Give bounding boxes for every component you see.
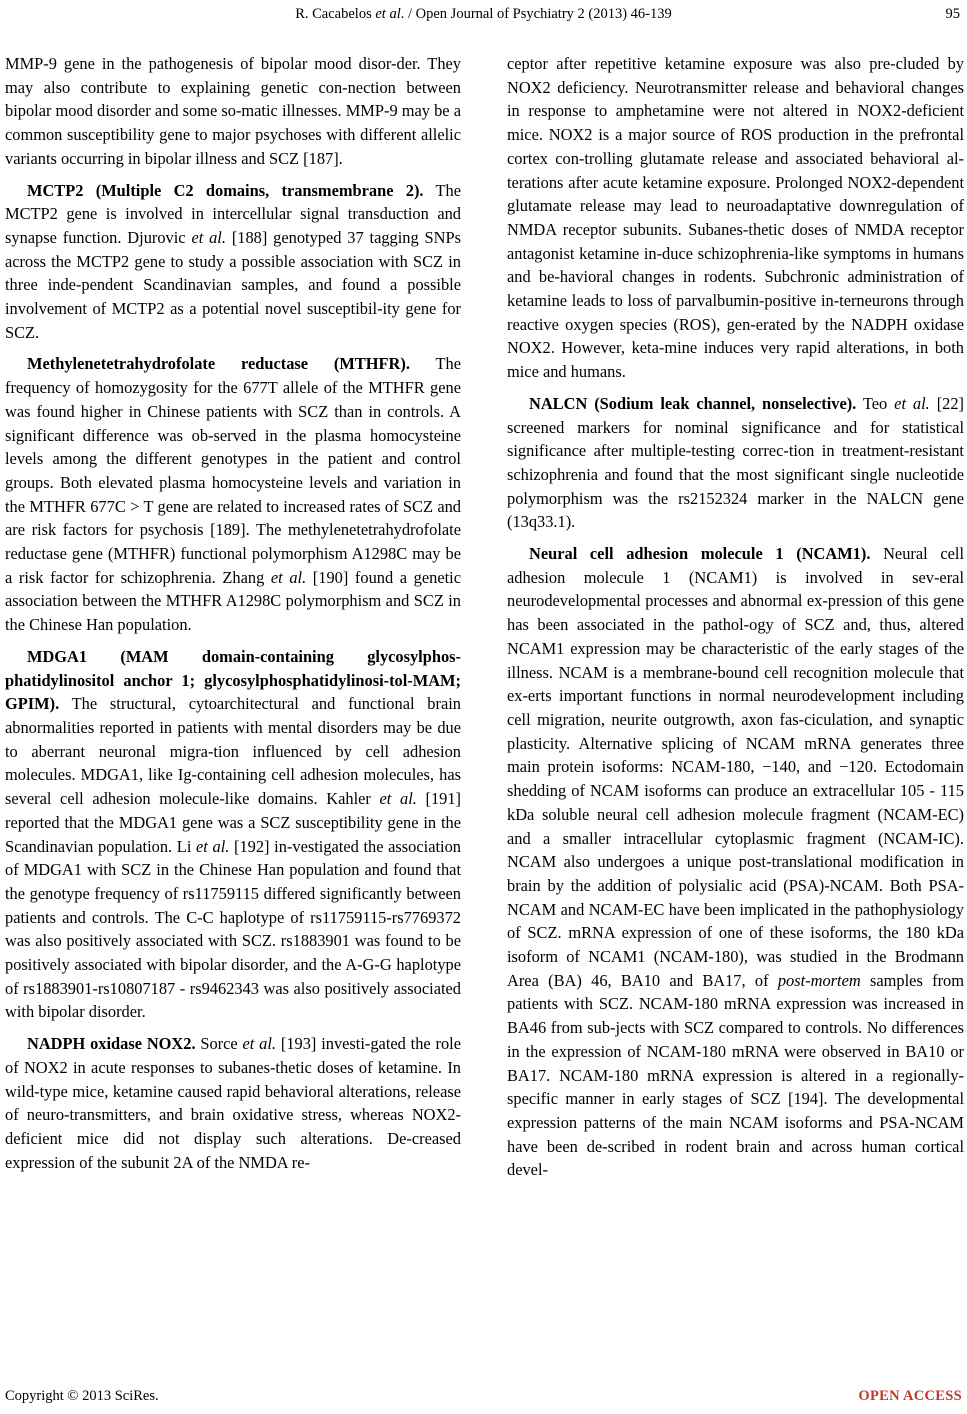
paragraph: ceptor after repetitive ketamine exposure was also pre-cluded by NOX2 deficiency. Neurotransmitter release and behavioral changes in response to amphetamine were not altered in NOX2-deficient mice. NOX2 is a major source of ROS production in the prefrontal cortex con-trolling glutamate release and associated behavioral al-terations after acute ketamine exposure. Prolonged NOX2-dependent glutamate release may lead to neuroadaptative downregulation of NMDA receptor subunits. Subanes-thetic doses of NMDA receptor antagonist ketamine in-duce schizophrenia-like symptoms in humans and be-havioral changes in rodents. Subchronic administration of ketamine leads to loss of parvalbumin-positive in-terneurons through reactive oxygen species (ROS), gen-erated by the NADPH oxidase NOX2. However, keta-mine induces very rapid alterations, in both mice and humans. [507, 54, 964, 382]
open-access-label: OPEN ACCESS [858, 1388, 962, 1404]
page-footer [0, 1384, 967, 1414]
running-head: R. Cacabelos et al. / Open Journal of Psychiatry 2 (2013) 46-139 [295, 6, 672, 22]
paragraph: MDGA1 (MAM domain-containing glycosylphos-phatidylinositol anchor 1; glycosylphosphatidylinosi-tol-MAM; GPIM). The structural, cytoarchitectural and functional brain abnormalities reported in patients with mental disorders may be due to aberrant neuronal migra-tion influenced by cell adhesion molecules. MDGA1, like Ig-containing cell adhesion molecules, has several cell adhesion molecule-like domains. Kahler et al. [191] reported that the MDGA1 gene was a SCZ susceptibility gene in the Scandinavian population. Li et al. [192] in-vestigated the association of MDGA1 with SCZ in the Chinese Han population and found that the genotype frequency of rs11759115 differed significantly between patients and controls. The C-C haplotype of rs11759115-rs7769372 was also positively associated with SCZ. rs1883901 was found to be positively associated with bipolar disorder, and the A-G-G haplotype of rs1883901-rs10807187 - rs9462343 was also positively associated with bipolar disorder. [5, 646, 462, 1022]
page-number: 95 [945, 6, 960, 22]
right-column [507, 52, 964, 1190]
paragraph: NALCN (Sodium leak channel, nonselective). Teo et al. [22] screened markers for nominal significance and for statistical significance after multiple-testing correc-tion in treatment-resistant schizophrenia and found that the most significant single nucleotide polymorphism was the rs2152324 marker in the NALCN gene (13q33.1). [507, 393, 965, 532]
paragraph: MMP-9 gene in the pathogenesis of bipolar mood disor-der. They may also contribute to explaining genetic con-nection between bipolar mood disorder and some so-matic illnesses. MMP-9 may be a common susceptibility gene to major psychoses with different allelic variants occurring in bipolar illness and SCZ [187]. [5, 54, 461, 168]
copyright-notice: Copyright © 2013 SciRes. [5, 1388, 159, 1404]
page-header [0, 4, 967, 28]
left-column [5, 52, 461, 1182]
paragraph: Methylenetetrahydrofolate reductase (MTHFR). The frequency of homozygosity for the 677T allele of the MTHFR gene was found higher in Chinese patients with SCZ than in controls. A significant difference was ob-served in the plasma homocysteine levels among the different genotypes in the patient and control groups. Both elevated plasma homocysteine levels and variation in the MTHFR 677C > T gene are related to increased rates of SCZ and are risk factors for psychosis [189]. The methylenetetrahydrofolate reductase gene (MTHFR) functional polymorphism A1298C may be a risk factor for schizophrenia. Zhang et al. [190] found a genetic association between the MTHFR A1298C polymorphism and SCZ in the Chinese Han population. [5, 354, 461, 635]
paragraph: MCTP2 (Multiple C2 domains, transmembrane 2). The MCTP2 gene is involved in intercellular signal transduction and synapse function. Djurovic et al. [188] genotyped 37 tagging SNPs across the MCTP2 gene to study a possible association with SCZ in three inde-pendent Scandinavian samples, and found a possible involvement of MCTP2 as a potential novel susceptibil-ity gene for SCZ. [5, 180, 461, 342]
paragraph: NADPH oxidase NOX2. Sorce et al. [193] investi-gated the role of NOX2 in acute responses to subanes-thetic doses of ketamine. In wild-type mice, ketamine caused rapid behavioral alterations, release of neuro-transmitters, and brain oxidative stress, whereas NOX2-deficient mice did not display such alterations. De-creased expression of the subunit 2A of the NMDA re- [5, 1034, 462, 1172]
paragraph: Neural cell adhesion molecule 1 (NCAM1). Neural cell adhesion molecule 1 (NCAM1) is involved in sev-eral neurodevelopmental processes and abnormal ex-pression of this gene has been associated in the pathol-ogy of SCZ and, thus, altered NCAM1 expression may be characteristic of the early stages of the illness. NCAM is a membrane-bound cell recognition molecule that ex-erts important functions in normal neurodevelopment including cell migration, neurite outgrowth, axon fas-ciculation, and synaptic plasticity. Alternative splicing of NCAM mRNA generates three main protein isoforms: NCAM-180, −140, and −120. Ectodomain shedding of NCAM isoforms can produce an extracellular 105 - 115 kDa soluble neural cell adhesion molecule fragment (NCAM-EC) and a smaller intracellular cytoplasmic fragment (NCAM-IC). NCAM also undergoes a unique post-translational modification in brain by the addition of polysialic acid (PSA)-NCAM. Both PSA-NCAM and NCAM-EC have been implicated in the pathophysiology of SCZ. mRNA expression of one of these isoforms, the 180 kDa isoform of NCAM1 (NCAM-180), was studied in the Brodmann Area (BA) 46, BA10 and BA17, of post-mortem samples from patients with SCZ. NCAM-180 mRNA expression was increased in BA46 from sub-jects with SCZ compared to controls. No differences in the expression of NCAM-180 mRNA were observed in BA10 or BA17. NCAM-180 mRNA expression is altered in a regionally-specific manner in early stages of SCZ [194]. The developmental expression patterns of the main NCAM isoforms and PSA-NCAM have been de-scribed in rodent brain and across human cortical devel- [507, 544, 965, 1180]
